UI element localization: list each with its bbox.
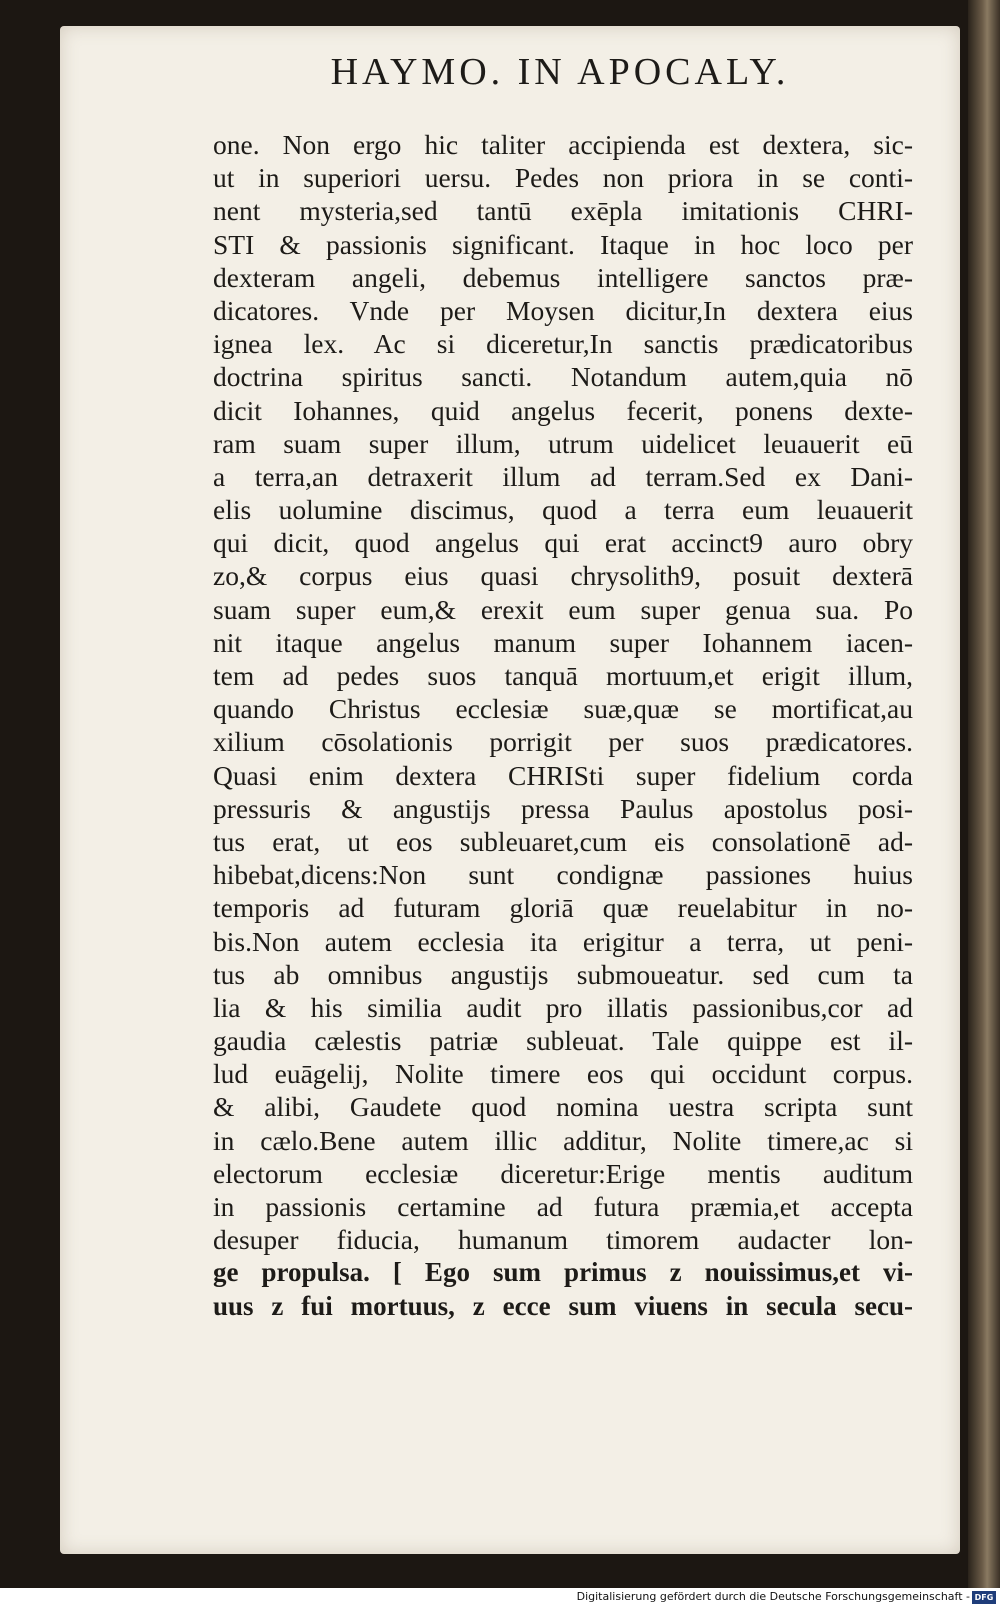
text-line: bis.Non autem ecclesia ita erigitur a terra, ut peni-: [213, 925, 913, 957]
text-line: ut in superiori uersu. Pedes non priora in se conti-: [213, 162, 913, 194]
footer-bar: [0, 1588, 1000, 1608]
text-line: dicatores. Vnde per Moysen dicitur,In dextera eius: [213, 294, 913, 326]
dfg-logo-icon: DFG: [972, 1591, 996, 1604]
text-line: ram suam super illum, utrum uidelicet leuauerit eū: [213, 427, 913, 459]
text-line: in passionis certamine ad futura præmia,et accepta: [213, 1191, 913, 1222]
footer-credit: Digitalisierung gefördert durch die Deutsche Forschungsgemeinschaft -: [576, 1590, 970, 1603]
text-line: tus ab omnibus angustijs submoueatur. sed cum ta: [213, 958, 913, 990]
text-line: lud euāgelij, Nolite timere eos qui occidunt corpus.: [213, 1058, 913, 1090]
text-line: uus z fui mortuus, z ecce sum viuens in secula secu-: [213, 1290, 913, 1321]
text-line: qui dicit, quod angelus qui erat accinct9 auro obry: [213, 527, 913, 559]
text-line: temporis ad futuram gloriā quæ reuelabitur in no-: [213, 892, 913, 924]
text-line: lia & his similia audit pro illatis passionibus,cor ad: [213, 991, 913, 1023]
text-line: STI & passionis significant. Itaque in hoc loco per: [213, 228, 913, 260]
text-line: elis uolumine discimus, quod a terra eum leuauerit: [213, 494, 913, 526]
running-head: HAYMO. IN APOCALY.: [330, 51, 790, 93]
text-line: dicit Iohannes, quid angelus fecerit, ponens dexte-: [213, 394, 913, 426]
text-line: hibebat,dicens:Non sunt condignæ passiones huius: [213, 859, 913, 891]
text-line: quando Christus ecclesiæ suæ,quæ se mortificat,au: [213, 693, 913, 725]
text-line: & alibi, Gaudete quod nomina uestra scripta sunt: [213, 1091, 913, 1123]
text-line: doctrina spiritus sancti. Notandum autem,quia nō: [213, 361, 913, 393]
text-line: electorum ecclesiæ diceretur:Erige mentis auditum: [213, 1157, 913, 1189]
text-line: suam super eum,& erexit eum super genua sua. Po: [213, 593, 913, 625]
text-line: gaudia cælestis patriæ subleuat. Tale quippe est il-: [213, 1025, 913, 1057]
text-line: tus erat, ut eos subleuaret,cum eis consolationē ad-: [213, 825, 913, 857]
text-line: one. Non ergo hic taliter accipienda est dextera, sic-: [213, 129, 913, 160]
text-line: dexteram angeli, debemus intelligere sanctos præ-: [213, 261, 913, 293]
text-line: zo,& corpus eius quasi chrysolith9, posuit dexterā: [213, 560, 913, 592]
text-line: a terra,an detraxerit illum ad terram.Sed ex Dani-: [213, 460, 913, 492]
book-edge: [968, 0, 1000, 1588]
text-line: ignea lex. Ac si diceretur,In sanctis prædicatoribus: [213, 328, 913, 360]
text-line: nent mysteria,sed tantū exēpla imitationis CHRI-: [213, 195, 913, 227]
text-line: desuper fiducia, humanum timorem audacter lon-: [213, 1224, 913, 1256]
text-line: tem ad pedes suos tanquā mortuum,et erigit illum,: [213, 660, 913, 691]
text-line: pressuris & angustijs pressa Paulus apostolus posi-: [213, 792, 913, 824]
body-text: [213, 128, 913, 1323]
text-line: Quasi enim dextera CHRISti super fidelium corda: [213, 759, 913, 791]
text-line: in cælo.Bene autem illic additur, Nolite timere,ac si: [213, 1124, 913, 1156]
text-line: nit itaque angelus manum super Iohannem iacen-: [213, 626, 913, 658]
text-line: ge propulsa. [ Ego sum primus z nouissimus,et vi-: [213, 1257, 913, 1288]
text-line: xilium cōsolationis porrigit per suos prædicatores.: [213, 726, 913, 758]
